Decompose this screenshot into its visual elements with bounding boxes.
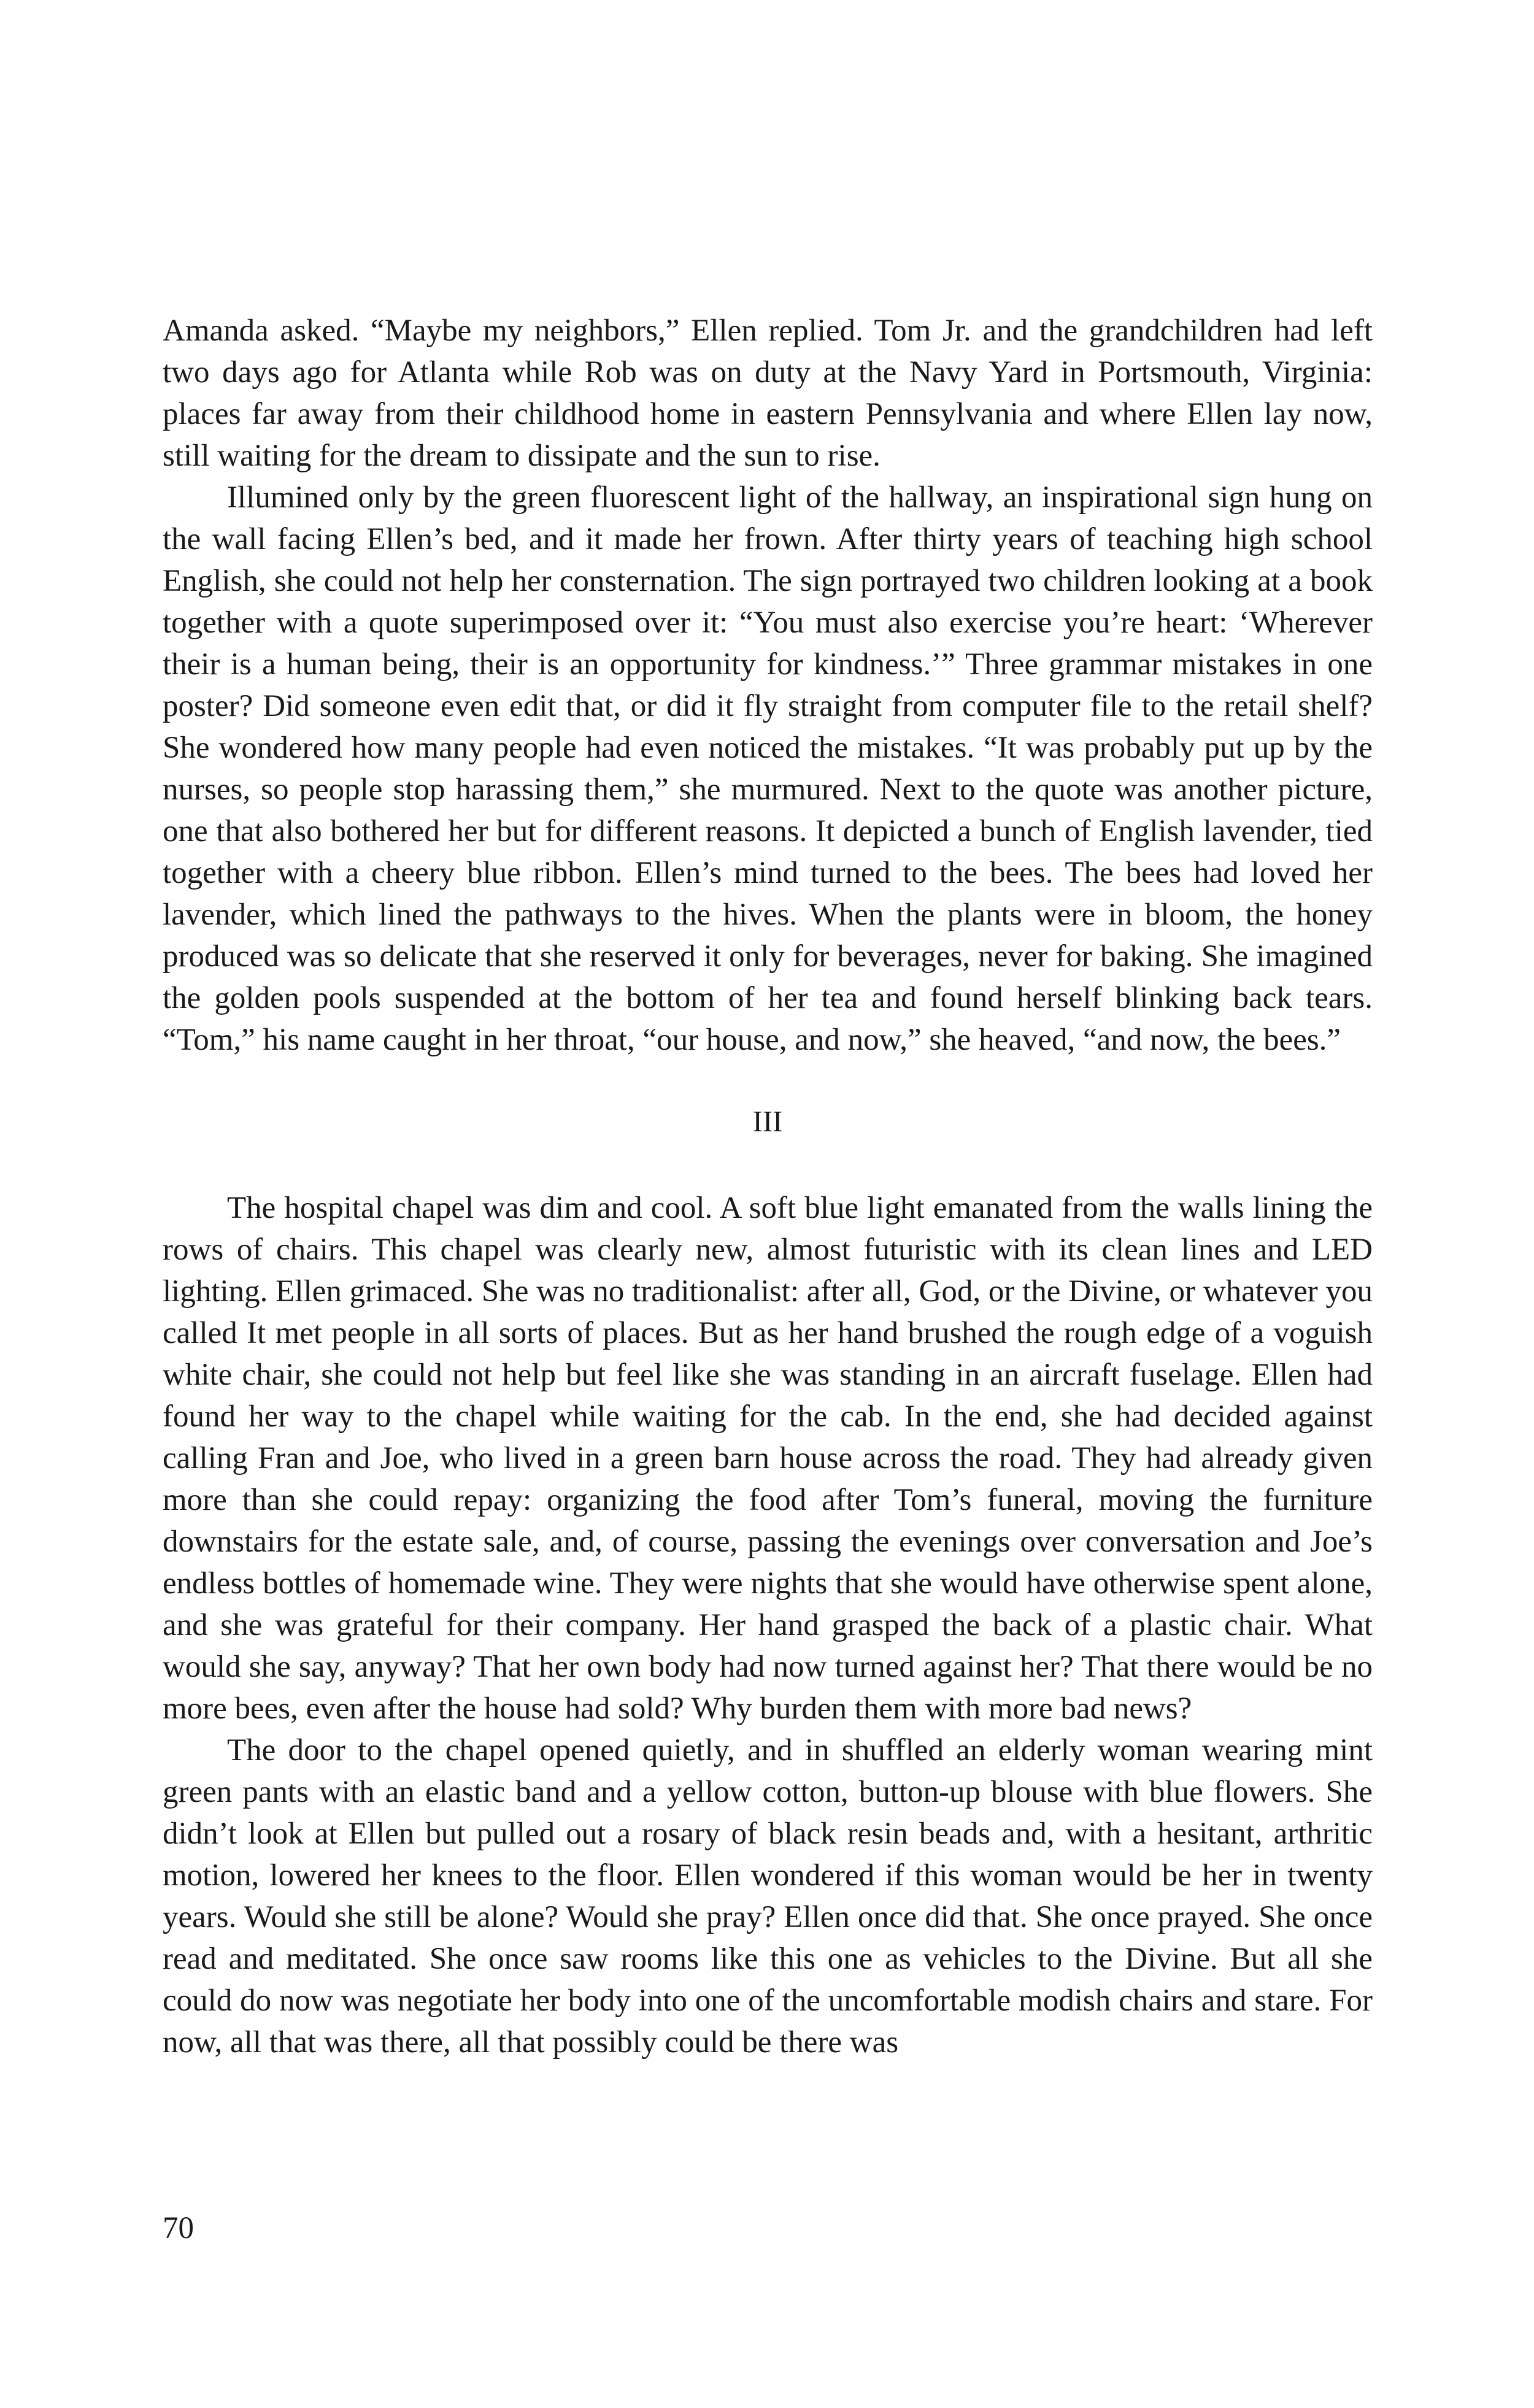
paragraph-chapel-door: The door to the chapel opened quietly, and in shuffled an elderly woman wearing mint green pants with an elastic band and a yellow cotton, button-up blouse with blue flowers. She didn’t look at Ellen but pulled out a rosary of black resin beads and, with a hesitant, arthritic motion, lowered her knees to the floor. Ellen wondered if this woman would be her in twenty years. Would she still be alone? Would she pray? Ellen once did that. She once prayed. She once read and meditated. She once saw rooms like this one as vehicles to the Divine. But all she could do now was negotiate her body into one of the uncomfortable modish chairs and stare. For now, all that was there, all that possibly could be there was (163, 1733, 1373, 2060)
paragraph-inspirational-sign: Illumined only by the green fluorescent light of the hallway, an inspirational sign hung on the wall facing Ellen’s bed, and it made her frown. After thirty years of teaching high school English, she could not help her consternation. The sign portrayed two children looking at a book together with a quote superimposed over it: “You must also exercise you’re heart: ‘Wherever their is a human being, their is an opportunity for kindness.’” Three grammar mistakes in one poster? Did someone even edit that, or did it fly straight from computer file to the retail shelf? She wondered how many people had even noticed the mistakes. “It was probably put up by the nurses, so people stop harassing them,” she murmured. Next to the quote was another picture, one that also bothered her but for different reasons. It depicted a bunch of English lavender, tied together with a cheery blue ribbon. Ellen’s mind turned to the bees. The bees had loved her lavender, which lined the pathways to the hives. When the plants were in bloom, the honey produced was so delicate that she reserved it only for beverages, never for baking. She imagined the golden pools suspended at the bottom of her tea and found herself blinking back tears. “Tom,” his name caught in her throat, “our house, and now,” she heaved, “and now, the bees.” (163, 480, 1373, 1057)
paragraph-hospital-chapel: The hospital chapel was dim and cool. A soft blue light emanated from the walls lining the rows of chairs. This chapel was clearly new, almost futuristic with its clean lines and LED lighting. Ellen grimaced. She was no traditionalist: after all, God, or the Divine, or whatever you called It met people in all sorts of places. But as her hand brushed the rough edge of a voguish white chair, she could not help but feel like she was standing in an aircraft fuselage. Ellen had found her way to the chapel while waiting for the cab. In the end, she had decided against calling Fran and Joe, who lived in a green barn house across the road. They had already given more than she could repay: organizing the food after Tom’s funeral, moving the furniture downstairs for the estate sale, and, of course, passing the evenings over conversation and Joe’s endless bottles of homemade wine. They were nights that she would have otherwise spent alone, and she was grateful for their company. Her hand grasped the back of a plastic chair. What would she say, anyway? That her own body had now turned against her? That there would be no more bees, even after the house had sold? Why burden them with more bad news? (163, 1191, 1373, 1726)
page-number: 70 (163, 2211, 194, 2245)
paragraph-amanda-asked: Amanda asked. “Maybe my neighbors,” Ellen replied. Tom Jr. and the grandchildren had left two days ago for Atlanta while Rob was on duty at the Navy Yard in Portsmouth, Virginia: places far away from their childhood home in eastern Pennsylvania and where Ellen lay now, still waiting for the dream to dissipate and the sun to rise. (163, 314, 1373, 473)
section-heading: III (752, 1104, 783, 1138)
page-body (163, 310, 1373, 2063)
